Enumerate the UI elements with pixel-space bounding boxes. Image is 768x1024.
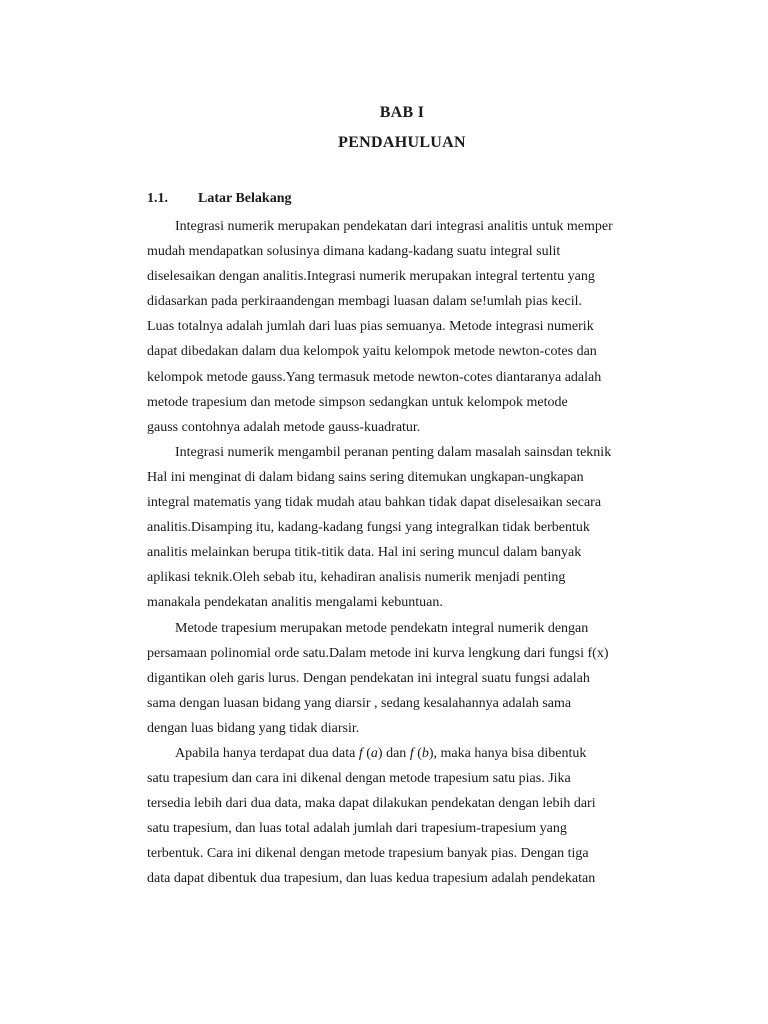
text-line: data dapat dibentuk dua trapesium, dan luas kedua trapesium adalah pendekatan	[147, 871, 596, 887]
function-f-name: f	[358, 745, 363, 761]
text-line-formula: Apabila hanya terdapat dua data f (a) dan f (b), maka hanya bisa dibentuk	[175, 745, 587, 761]
function-arg-a: a	[370, 745, 378, 761]
text-line: satu trapesium, dan luas total adalah jumlah dari trapesium-trapesium yang	[147, 821, 567, 837]
body-text	[147, 214, 667, 892]
function-f-name: f	[409, 745, 414, 761]
text-line: kelompok metode gauss.Yang termasuk metode newton-cotes diantaranya adalah	[147, 369, 602, 385]
text-line: manakala pendekatan analitis mengalami kebuntuan.	[147, 595, 443, 611]
text-line: terbentuk. Cara ini dikenal dengan metode trapesium banyak pias. Dengan tiga	[147, 846, 589, 862]
chapter-title: PENDAHULUAN	[338, 134, 466, 151]
text-line: diselesaikan dengan analitis.Integrasi numerik merupakan integral tertentu yang	[147, 269, 595, 285]
function-arg-b: b	[421, 745, 429, 761]
text-line: Integrasi numerik merupakan pendekatan dari integrasi analitis untuk memper	[175, 219, 613, 234]
text-line: metode trapesium dan metode simpson sedangkan untuk kelompok metode	[147, 394, 568, 410]
text-line: Luas totalnya adalah jumlah dari luas pias semuanya. Metode integrasi numerik	[147, 319, 594, 335]
text-line: integral matematis yang tidak mudah atau bahkan tidak dapat diselesaikan secara	[147, 495, 602, 511]
text-line: Metode trapesium merupakan metode pendekatn integral numerik dengan	[175, 620, 589, 636]
text-line: digantikan oleh garis lurus. Dengan pendekatan ini integral suatu fungsi adalah	[147, 670, 590, 686]
section-heading	[147, 191, 291, 207]
text-line: aplikasi teknik.Oleh sebab itu, kehadiran analisis numerik menjadi penting	[147, 570, 566, 586]
text-line: dengan luas bidang yang tidak diarsir.	[147, 720, 360, 736]
section-title: Latar Belakang	[198, 191, 292, 206]
text-line: mudah mendapatkan solusinya dimana kadang-kadang suatu integral sulit	[147, 244, 561, 260]
chapter-number: BAB I	[379, 104, 425, 121]
text-line: persamaan polinomial orde satu.Dalam metode ini kurva lengkung dari fungsi f(x)	[147, 645, 609, 661]
text-line: analitis melainkan berupa titik-titik data. Hal ini sering muncul dalam banyak	[147, 545, 582, 561]
text-line: tersedia lebih dari dua data, maka dapat dilakukan pendekatan dengan lebih dari	[147, 796, 596, 812]
text-line: dapat dibedakan dalam dua kelompok yaitu kelompok metode newton-cotes dan	[147, 344, 597, 360]
text-line: Hal ini menginat di dalam bidang sains sering ditemukan ungkapan-ungkapan	[147, 469, 584, 485]
text-line: sama dengan luasan bidang yang diarsir , sedang kesalahannya adalah sama	[147, 695, 572, 711]
section-number: 1.1.	[147, 191, 168, 206]
text-line: analitis.Disamping itu, kadang-kadang fungsi yang integralkan tidak berbentuk	[147, 520, 590, 536]
text-line: satu trapesium dan cara ini dikenal dengan metode trapesium satu pias. Jika	[147, 771, 571, 787]
text-line: didasarkan pada perkiraandengan membagi luasan dalam se!umlah pias kecil.	[147, 294, 582, 310]
text-line: gauss contohnya adalah metode gauss-kuadratur.	[147, 419, 421, 435]
text-line: Integrasi numerik mengambil peranan penting dalam masalah sainsdan teknik	[175, 444, 612, 460]
